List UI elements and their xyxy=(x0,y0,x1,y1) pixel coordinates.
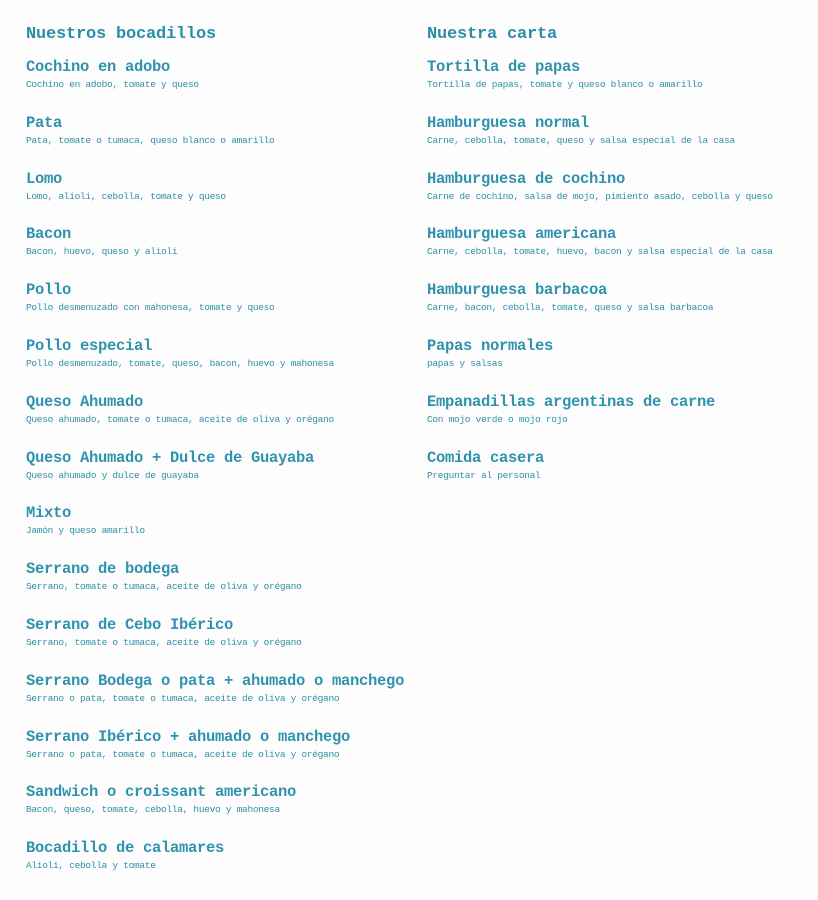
menu-item-name: Sandwich o croissant americano xyxy=(26,783,297,802)
menu-item xyxy=(427,448,807,504)
menu-item-name: Lomo xyxy=(26,169,63,188)
menu-item-description: Bacon, huevo, queso y alioli xyxy=(26,246,178,258)
menu-item-description: Pollo desmenuzado con mahonesa, tomate y queso xyxy=(26,302,275,314)
menu-item xyxy=(427,392,807,448)
menu-item xyxy=(26,671,406,727)
menu-item xyxy=(26,727,406,783)
menu-item-name: Mixto xyxy=(26,504,72,523)
menu-item-description: Pata, tomate o tumaca, queso blanco o amarillo xyxy=(26,134,275,146)
menu-item-description: Serrano, tomate o tumaca, aceite de oliva y orégano xyxy=(26,636,302,648)
menu-item xyxy=(427,113,807,169)
menu-item-description: Carne de cochino, salsa de mojo, pimiento asado, cebolla y queso xyxy=(427,190,773,202)
menu-item-description: Cochino en adobo, tomate y queso xyxy=(26,79,199,90)
menu-item-description: Alioli, cebolla y tomate xyxy=(26,860,156,872)
carta-heading: Nuestra carta xyxy=(427,25,558,44)
menu-item xyxy=(26,838,406,894)
menu-item-name: Queso Ahumado + Dulce de Guayaba xyxy=(26,448,315,467)
menu-item xyxy=(26,448,406,504)
menu-item-description: Bacon, queso, tomate, cebolla, huevo y mahonesa xyxy=(26,804,280,816)
bocadillos-list xyxy=(26,57,406,894)
menu-item-name: Hamburguesa de cochino xyxy=(427,169,626,188)
menu-item-description: Carne, cebolla, tomate, huevo, bacon y salsa especial de la casa xyxy=(427,246,773,258)
menu-item-description: Serrano, tomate o tumaca, aceite de oliva y orégano xyxy=(26,581,302,593)
menu-item xyxy=(427,224,807,280)
carta-column xyxy=(427,24,807,503)
menu-item-name: Papas normales xyxy=(427,336,554,355)
menu-item-description: Tortilla de papas, tomate y queso blanco o amarillo xyxy=(427,79,703,90)
menu-item-description: Carne, cebolla, tomate, queso y salsa especial de la casa xyxy=(427,134,735,146)
menu-item xyxy=(427,57,807,113)
menu-item-name: Pollo xyxy=(26,281,72,300)
menu-item-name: Serrano de bodega xyxy=(26,560,180,579)
menu-item-name: Tortilla de papas xyxy=(427,58,581,76)
menu-item xyxy=(26,782,406,838)
menu-item-name: Bocadillo de calamares xyxy=(26,839,225,858)
menu-item xyxy=(26,169,406,225)
menu-item-description: Con mojo verde o mojo rojo xyxy=(427,413,568,425)
menu-item-description: Jamón y queso amarillo xyxy=(26,525,145,537)
menu-item xyxy=(26,57,406,113)
menu-item-description: Queso ahumado y dulce de guayaba xyxy=(26,469,199,481)
menu-item-description: Carne, bacon, cebolla, tomate, queso y salsa barbacoa xyxy=(427,302,714,314)
carta-list xyxy=(427,57,807,503)
menu-item-description: Preguntar al personal xyxy=(427,469,541,481)
menu-item xyxy=(26,615,406,671)
menu-item xyxy=(26,336,406,392)
menu-item xyxy=(26,113,406,169)
menu-item xyxy=(427,169,807,225)
menu-item xyxy=(26,559,406,615)
menu-item-description: Serrano o pata, tomate o tumaca, aceite de oliva y orégano xyxy=(26,692,340,704)
menu-item-name: Bacon xyxy=(26,225,72,244)
menu-item xyxy=(26,224,406,280)
menu-item-name: Serrano de Cebo Ibérico xyxy=(26,615,234,634)
bocadillos-column xyxy=(26,24,406,894)
bocadillos-heading: Nuestros bocadillos xyxy=(26,25,217,44)
menu-item-name: Cochino en adobo xyxy=(26,58,171,76)
menu-item-name: Hamburguesa barbacoa xyxy=(427,281,608,300)
menu-item-name: Queso Ahumado xyxy=(26,392,144,411)
menu-item-name: Empanadillas argentinas de carne xyxy=(427,392,716,411)
menu-item xyxy=(427,336,807,392)
menu-item xyxy=(26,280,406,336)
menu-item-name: Pollo especial xyxy=(26,336,153,355)
menu-item xyxy=(26,392,406,448)
menu-item xyxy=(26,503,406,559)
menu-item-name: Hamburguesa normal xyxy=(427,113,590,132)
menu-item-description: Lomo, alioli, cebolla, tomate y queso xyxy=(26,190,226,202)
menu-item-name: Serrano Ibérico + ahumado o manchego xyxy=(26,727,351,746)
menu-item xyxy=(427,280,807,336)
menu-item-description: Queso ahumado, tomate o tumaca, aceite de oliva y orégano xyxy=(26,413,334,425)
menu-item-name: Pata xyxy=(26,113,63,132)
menu-item-name: Hamburguesa americana xyxy=(427,225,617,244)
menu-item-name: Serrano Bodega o pata + ahumado o manchego xyxy=(26,671,405,690)
menu-item-description: papas y salsas xyxy=(427,357,503,369)
menu-item-description: Serrano o pata, tomate o tumaca, aceite de oliva y orégano xyxy=(26,748,340,760)
menu-item-description: Pollo desmenuzado, tomate, queso, bacon, huevo y mahonesa xyxy=(26,357,334,369)
menu-item-name: Comida casera xyxy=(427,448,545,467)
